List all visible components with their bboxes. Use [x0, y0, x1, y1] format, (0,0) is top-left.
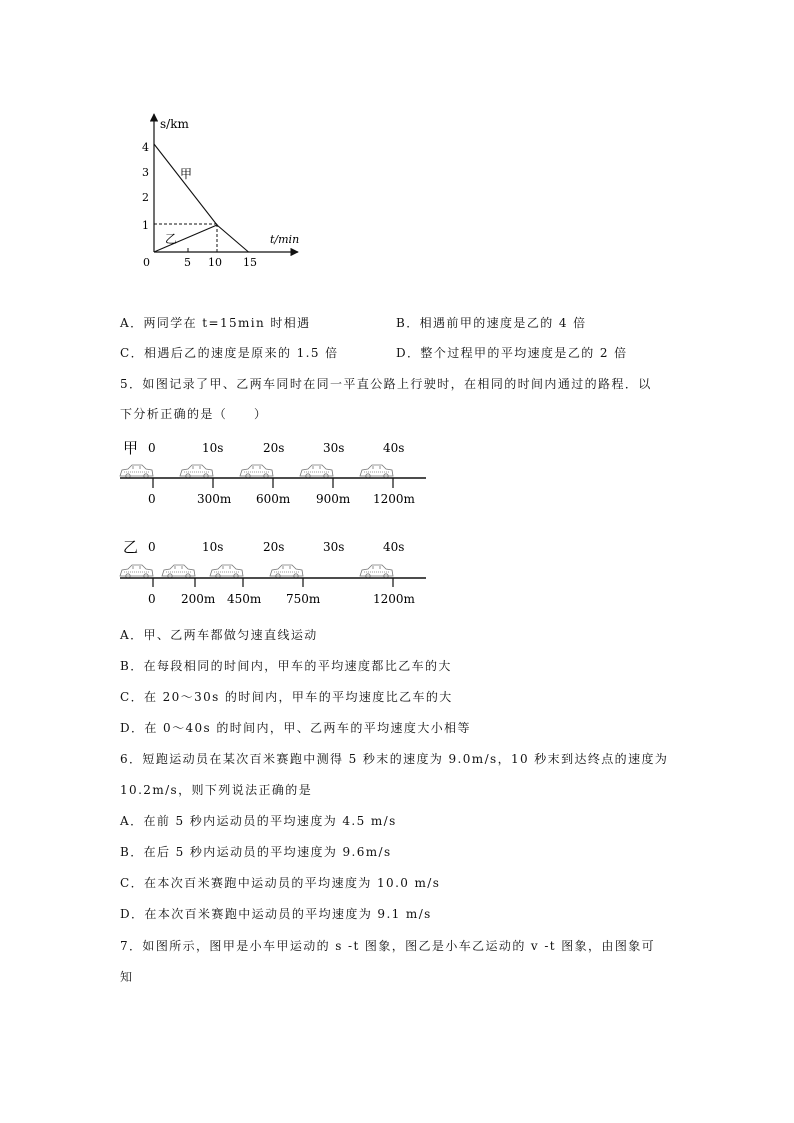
- x-tick-10: 10: [208, 256, 222, 269]
- y-tick-1: 1: [142, 219, 149, 232]
- y-tick-3: 3: [142, 166, 149, 179]
- cars-diagram: [0, 430, 794, 610]
- q6-option-b: B．在后 5 秒内运动员的平均速度为 9.6m/s: [120, 845, 392, 859]
- q6-option-a: A．在前 5 秒内运动员的平均速度为 4.5 m/s: [120, 814, 397, 828]
- q5-stem-line2: 下分析正确的是（ ）: [120, 407, 268, 421]
- yi-dist-0: 0: [148, 592, 156, 606]
- jia-row-label: 甲: [123, 439, 139, 457]
- series-yi-line: [154, 225, 217, 252]
- yi-time-0: 0: [148, 540, 156, 554]
- jia-dist-300m: 300m: [197, 492, 232, 506]
- yi-dist-1200m: 1200m: [373, 592, 415, 606]
- q6-stem-line2: 10.2m/s，则下列说法正确的是: [120, 783, 313, 797]
- q5-option-b: B．在每段相同的时间内，甲车的平均速度都比乙车的大: [120, 659, 452, 673]
- jia-time-40s: 40s: [383, 441, 405, 455]
- q4-option-d: D．整个过程甲的平均速度是乙的 2 倍: [396, 346, 628, 360]
- x-axis-label: t/min: [270, 233, 300, 246]
- jia-dist-0: 0: [148, 492, 156, 506]
- jia-dist-900m: 900m: [316, 492, 351, 506]
- yi-time-10s: 10s: [202, 540, 224, 554]
- q5-option-a: A．甲、乙两车都做匀速直线运动: [120, 628, 318, 642]
- yi-time-20s: 20s: [263, 540, 285, 554]
- q5-stem-line1: 5．如图记录了甲、乙两车同时在同一平直公路上行驶时，在相同的时间内通过的路程．以: [120, 377, 652, 391]
- q6-option-d: D．在本次百米赛跑中运动员的平均速度为 9.1 m/s: [120, 907, 432, 921]
- q4-option-c: C．相遇后乙的速度是原来的 1.5 倍: [120, 346, 339, 360]
- x-tick-0: 0: [143, 256, 150, 269]
- yi-dist-750m: 750m: [286, 592, 321, 606]
- q7-stem-line2: 知: [120, 970, 134, 984]
- q4-option-b: B．相遇前甲的速度是乙的 4 倍: [396, 316, 587, 330]
- series-yi-label: 乙: [165, 232, 178, 246]
- y-axis-label: s/km: [160, 117, 189, 131]
- q6-option-c: C．在本次百米赛跑中运动员的平均速度为 10.0 m/s: [120, 876, 441, 890]
- yi-time-40s: 40s: [383, 540, 405, 554]
- q7-stem-line1: 7．如图所示，图甲是小车甲运动的 s -t 图象，图乙是小车乙运动的 v -t 图象，由图象可: [120, 939, 656, 953]
- y-tick-2: 2: [142, 191, 149, 204]
- yi-dist-450m: 450m: [227, 592, 262, 606]
- q6-stem-line1: 6．短跑运动员在某次百米赛跑中测得 5 秒末的速度为 9.0m/s，10 秒末到达终点的速度为: [120, 752, 669, 766]
- st-graph: [0, 0, 794, 300]
- q5-option-c: C．在 20～30s 的时间内，甲车的平均速度比乙车的大: [120, 690, 453, 704]
- y-tick-4: 4: [142, 141, 149, 154]
- jia-dist-600m: 600m: [256, 492, 291, 506]
- jia-time-10s: 10s: [202, 441, 224, 455]
- jia-dist-1200m: 1200m: [373, 492, 415, 506]
- jia-time-30s: 30s: [323, 441, 345, 455]
- q5-option-d: D．在 0～40s 的时间内，甲、乙两车的平均速度大小相等: [120, 721, 471, 735]
- yi-dist-200m: 200m: [181, 592, 216, 606]
- x-tick-5: 5: [184, 256, 191, 269]
- series-jia-label: 甲: [180, 167, 193, 181]
- q4-option-a: A．两同学在 t=15min 时相遇: [120, 316, 311, 330]
- jia-time-20s: 20s: [263, 441, 285, 455]
- x-tick-15: 15: [243, 256, 257, 269]
- yi-time-30s: 30s: [323, 540, 345, 554]
- yi-row-label: 乙: [123, 538, 139, 556]
- jia-time-0: 0: [148, 441, 156, 455]
